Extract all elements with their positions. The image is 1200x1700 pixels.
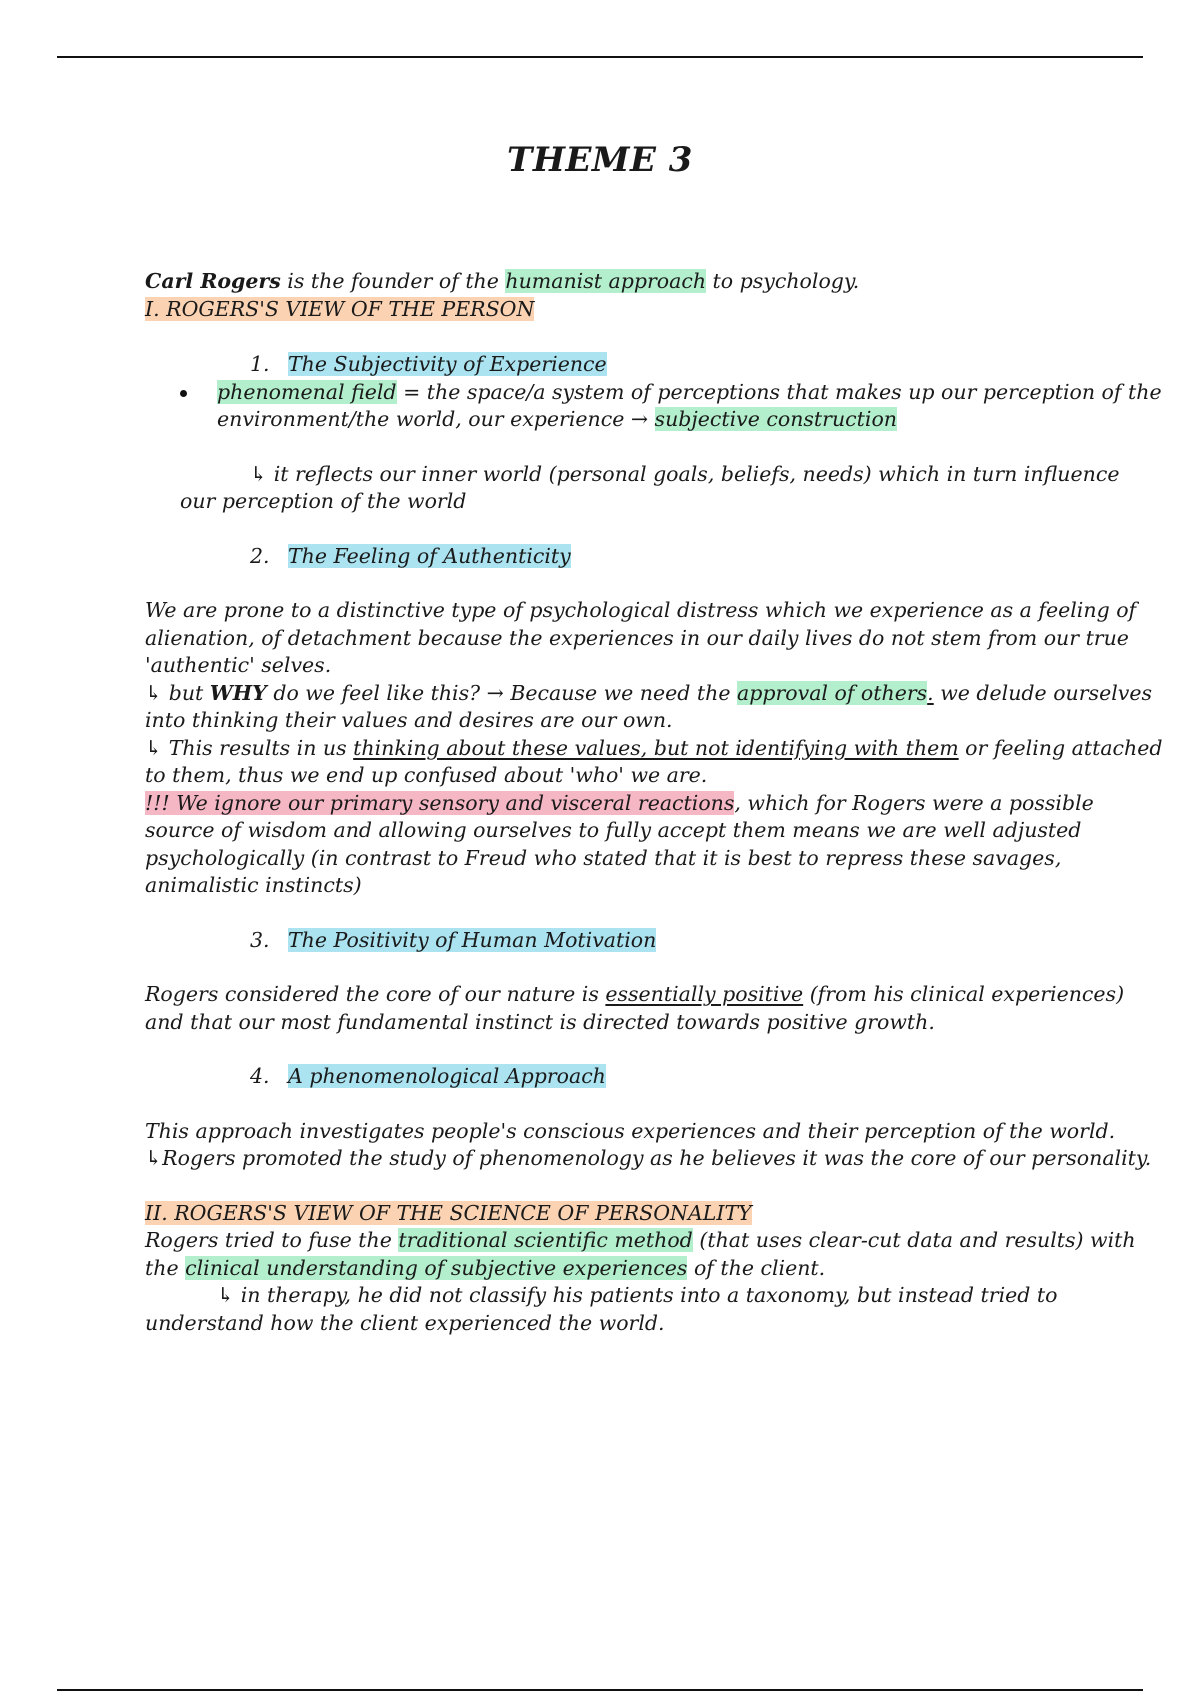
author-name: Carl Rogers [145, 269, 281, 293]
highlight-clinical-understanding: clinical understanding of subjective experiences [185, 1255, 688, 1280]
note-line: ↳ it reflects our inner world (personal goals, beliefs, needs) which in turn influence [250, 461, 1120, 486]
paragraph-line: ↳ This results in us thinking about these values, but not identifying with them or feeling attached [145, 735, 1163, 760]
top-rule [57, 56, 1143, 58]
subheading-3: 3. The Positivity of Human Motivation [250, 927, 657, 952]
document-body [145, 268, 1163, 1337]
paragraph-line: ↳ in therapy, he did not classify his patients into a taxonomy, but instead tried to [217, 1283, 1058, 1307]
highlight-visceral: !!! We ignore our primary sensory and visceral reactions [145, 790, 735, 815]
highlight-phenomenal-field: phenomenal field [217, 379, 397, 404]
page-title: THEME 3 [507, 140, 693, 180]
paragraph-line: Rogers tried to fuse the traditional scientific method (that uses clear-cut data and results) with [145, 1228, 1136, 1252]
paragraph-line: Rogers considered the core of our nature is essentially positive (from his clinical experiences) [145, 982, 1125, 1006]
paragraph-line: into thinking their values and desires are our own. [145, 708, 673, 732]
bullet-icon [180, 390, 187, 397]
paragraph-line: to them, thus we end up confused about 'who' we are. [145, 763, 708, 787]
paragraph-line: ↳ but WHY do we feel like this? → Because we need the approval of others. we delude ourselves [145, 680, 1152, 705]
subheading-4: 4. A phenomenological Approach [250, 1064, 606, 1088]
paragraph-line: animalistic instincts) [145, 873, 362, 897]
intro-line: Carl Rogers is the founder of the humanist approach to psychology. [145, 269, 860, 293]
section-1-heading: I. ROGERS'S VIEW OF THE PERSON [145, 296, 535, 321]
section-2-heading: II. ROGERS'S VIEW OF THE SCIENCE OF PERSONALITY [145, 1200, 752, 1225]
paragraph-line: This approach investigates people's conscious experiences and their perception of the world. [145, 1118, 1116, 1143]
note-line: our perception of the world [180, 489, 467, 513]
paragraph-line: ↳Rogers promoted the study of phenomenology as he believes it was the core of our personality. [145, 1146, 1152, 1170]
highlight-approval: approval of others [737, 680, 928, 705]
highlight-humanist: humanist approach [505, 269, 707, 293]
underline-positive: essentially positive [605, 982, 804, 1006]
highlight-scientific-method: traditional scientific method [398, 1228, 693, 1252]
paragraph-line: source of wisdom and allowing ourselves to fully accept them means we are well adjusted [145, 818, 1082, 842]
paragraph-line: 'authentic' selves. [145, 653, 332, 677]
paragraph-line: !!! We ignore our primary sensory and visceral reactions, which for Rogers were a possible [145, 790, 1094, 815]
underline-thinking: thinking about these values, but not identifying with them [353, 735, 959, 760]
paragraph-line: understand how the client experienced the world. [145, 1310, 665, 1335]
paragraph-line: and that our most fundamental instinct is directed towards positive growth. [145, 1009, 935, 1034]
subheading-2: 2. The Feeling of Authenticity [250, 543, 571, 568]
bottom-rule [57, 1689, 1143, 1691]
bullet-item: phenomenal field = the space/a system of perceptions that makes up our perception of the environment/the world, our experience → subjective construction [145, 379, 1090, 434]
paragraph-line: alienation, of detachment because the experiences in our daily lives do not stem from our true [145, 625, 1129, 650]
paragraph-line: We are prone to a distinctive type of psychological distress which we experience as a feeling of [145, 598, 1137, 622]
highlight-subjective-construction: subjective construction [654, 407, 897, 431]
paragraph-line: psychologically (in contrast to Freud who stated that it is best to repress these savages, [145, 845, 1062, 870]
paragraph-line: the clinical understanding of subjective experiences of the client. [145, 1255, 826, 1280]
subheading-1: 1. The Subjectivity of Experience [250, 352, 607, 376]
